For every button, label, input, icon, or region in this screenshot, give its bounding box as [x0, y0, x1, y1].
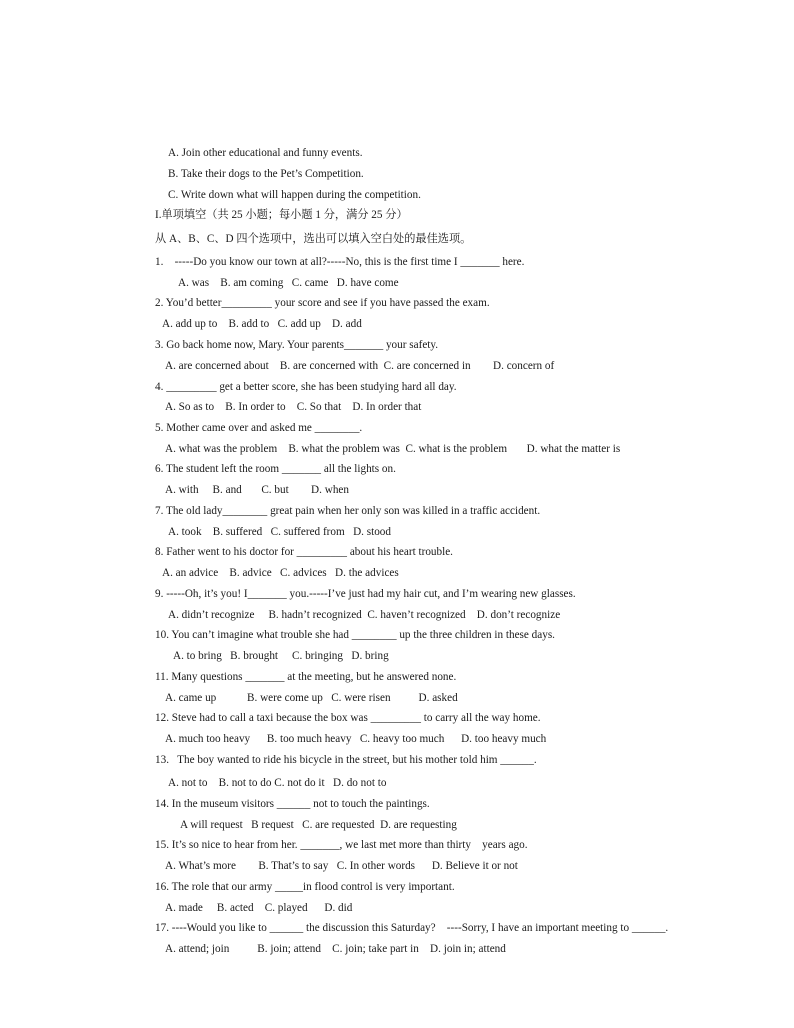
section-heading: I.单项填空（共 25 小题；每小题 1 分，满分 25 分） — [155, 209, 408, 221]
answer-options: A. much too heavy B. too much heavy C. heavy too much D. too heavy much — [165, 733, 547, 745]
question-line: 6. The student left the room _______ all the lights on. — [155, 463, 396, 475]
question-line: 5. Mother came over and asked me ________. — [155, 422, 363, 434]
answer-options: A. was B. am coming C. came D. have come — [178, 277, 399, 289]
question-line: 9. -----Oh, it’s you! I_______ you.-----I’ve just had my hair cut, and I’m wearing new glasses. — [155, 588, 576, 600]
answer-options: A. So as to B. In order to C. So that D. In order that — [165, 401, 422, 413]
answer-options: A. took B. suffered C. suffered from D. stood — [168, 526, 391, 538]
question-line: 13. The boy wanted to ride his bicycle in the street, but his mother told him ______. — [155, 754, 537, 766]
question-line: 4. _________ get a better score, she has been studying hard all day. — [155, 381, 457, 393]
section-instruction: 从 A、B、C、D 四个选项中，选出可以填入空白处的最佳选项。 — [155, 233, 472, 245]
question-line: 14. In the museum visitors ______ not to touch the paintings. — [155, 798, 430, 810]
answer-options: A. to bring B. brought C. bringing D. bring — [173, 650, 389, 662]
question-line: 1. -----Do you know our town at all?-----No, this is the first time I _______ here. — [155, 256, 525, 268]
answer-options: A. didn’t recognize B. hadn’t recognized C. haven’t recognized D. don’t recognize — [168, 609, 561, 621]
option-line: B. Take their dogs to the Pet’s Competition. — [168, 168, 364, 180]
question-line: 15. It’s so nice to hear from her. _______, we last met more than thirty years ago. — [155, 839, 528, 851]
answer-options: A. are concerned about B. are concerned with C. are concerned in D. concern of — [165, 360, 555, 372]
answer-options: A. an advice B. advice C. advices D. the advices — [162, 567, 399, 579]
option-line: C. Write down what will happen during the competition. — [168, 189, 421, 201]
question-line: 7. The old lady________ great pain when her only son was killed in a traffic accident. — [155, 505, 541, 517]
question-line: 17. ----Would you like to ______ the discussion this Saturday? ----Sorry, I have an important meeting to ______. — [155, 922, 669, 934]
answer-options: A. what was the problem B. what the problem was C. what is the problem D. what the matter is — [165, 443, 621, 455]
question-line: 8. Father went to his doctor for _________ about his heart trouble. — [155, 546, 453, 558]
answer-options: A. What’s more B. That’s to say C. In other words D. Believe it or not — [165, 860, 518, 872]
question-line: 16. The role that our army _____in flood control is very important. — [155, 881, 455, 893]
answer-options: A. attend; join B. join; attend C. join; take part in D. join in; attend — [165, 943, 506, 955]
answer-options: A. with B. and C. but D. when — [165, 484, 349, 496]
option-line: A. Join other educational and funny events. — [168, 147, 363, 159]
answer-options: A. made B. acted C. played D. did — [165, 902, 353, 914]
question-line: 3. Go back home now, Mary. Your parents_______ your safety. — [155, 339, 439, 351]
question-line: 2. You’d better_________ your score and see if you have passed the exam. — [155, 297, 490, 309]
answer-options: A. not to B. not to do C. not do it D. do not to — [168, 777, 387, 789]
question-line: 12. Steve had to call a taxi because the box was _________ to carry all the way home. — [155, 712, 541, 724]
question-line: 11. Many questions _______ at the meeting, but he answered none. — [155, 671, 457, 683]
answer-options: A. add up to B. add to C. add up D. add — [162, 318, 362, 330]
answer-options: A. came up B. were come up C. were risen D. asked — [165, 692, 458, 704]
answer-options: A will request B request C. are requested D. are requesting — [180, 819, 457, 831]
question-line: 10. You can’t imagine what trouble she had ________ up the three children in these days. — [155, 629, 555, 641]
